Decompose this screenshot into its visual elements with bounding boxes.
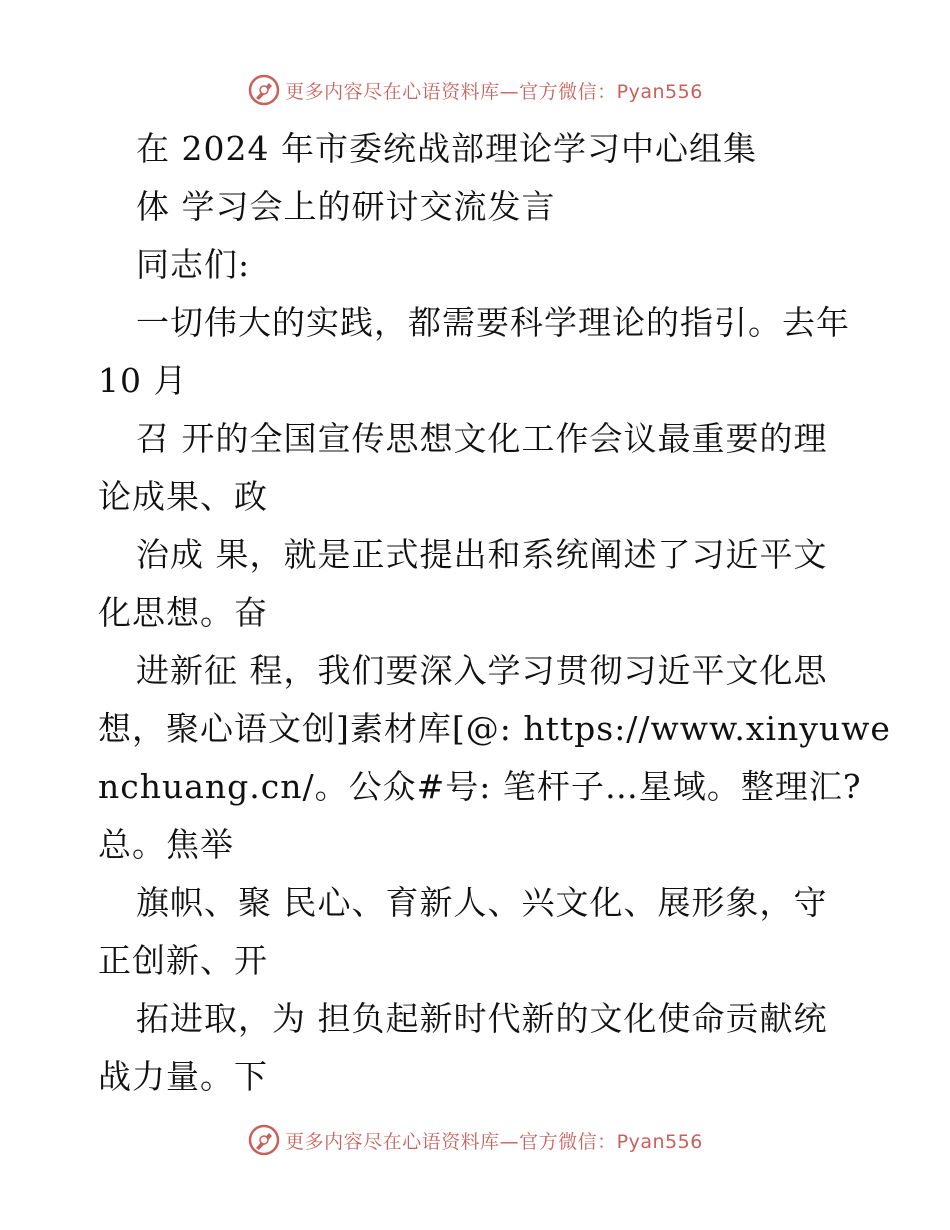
text-line: 同志们: — [136, 245, 251, 284]
text-line: nchuang.cn/。公众#号: 笔杆子…星域。整理汇? — [98, 767, 862, 806]
text-line: 战力量。下 — [98, 1057, 268, 1096]
banner-text: 更多内容尽在心语资料库—官方微信：Pyan556 — [285, 80, 703, 103]
text-line: 正创新、开 — [98, 941, 268, 980]
footer-banner — [0, 1120, 950, 1160]
text-line: 10 月 — [98, 361, 188, 400]
text-line: 化思想。奋 — [98, 593, 268, 632]
text-line: 召 开的全国宣传思想文化工作会议最重要的理 — [136, 419, 828, 458]
header-banner — [0, 70, 950, 110]
text-line: 论成果、政 — [98, 477, 268, 516]
pen-logo-icon — [247, 73, 281, 107]
text-line: 进新征 程，我们要深入学习贯彻习近平文化思 — [136, 651, 828, 690]
text-line: 在 2024 年市委统战部理论学习中心组集 — [136, 129, 757, 168]
document-body — [98, 120, 891, 1106]
text-line: 总。焦举 — [98, 825, 234, 864]
text-line: 体 学习会上的研讨交流发言 — [136, 187, 556, 226]
text-line: 一切伟大的实践，都需要科学理论的指引。去年 — [136, 303, 850, 342]
text-line: 治成 果，就是正式提出和系统阐述了习近平文 — [136, 535, 828, 574]
pen-logo-icon — [247, 1123, 281, 1157]
text-line: 拓进取，为 担负起新时代新的文化使命贡献统 — [136, 999, 828, 1038]
banner-text: 更多内容尽在心语资料库—官方微信：Pyan556 — [285, 1130, 703, 1153]
text-line: 想，聚心语文创]素材库[@: https://www.xinyuwe — [98, 709, 891, 748]
text-line: 旗帜、聚 民心、育新人、兴文化、展形象，守 — [136, 883, 828, 922]
